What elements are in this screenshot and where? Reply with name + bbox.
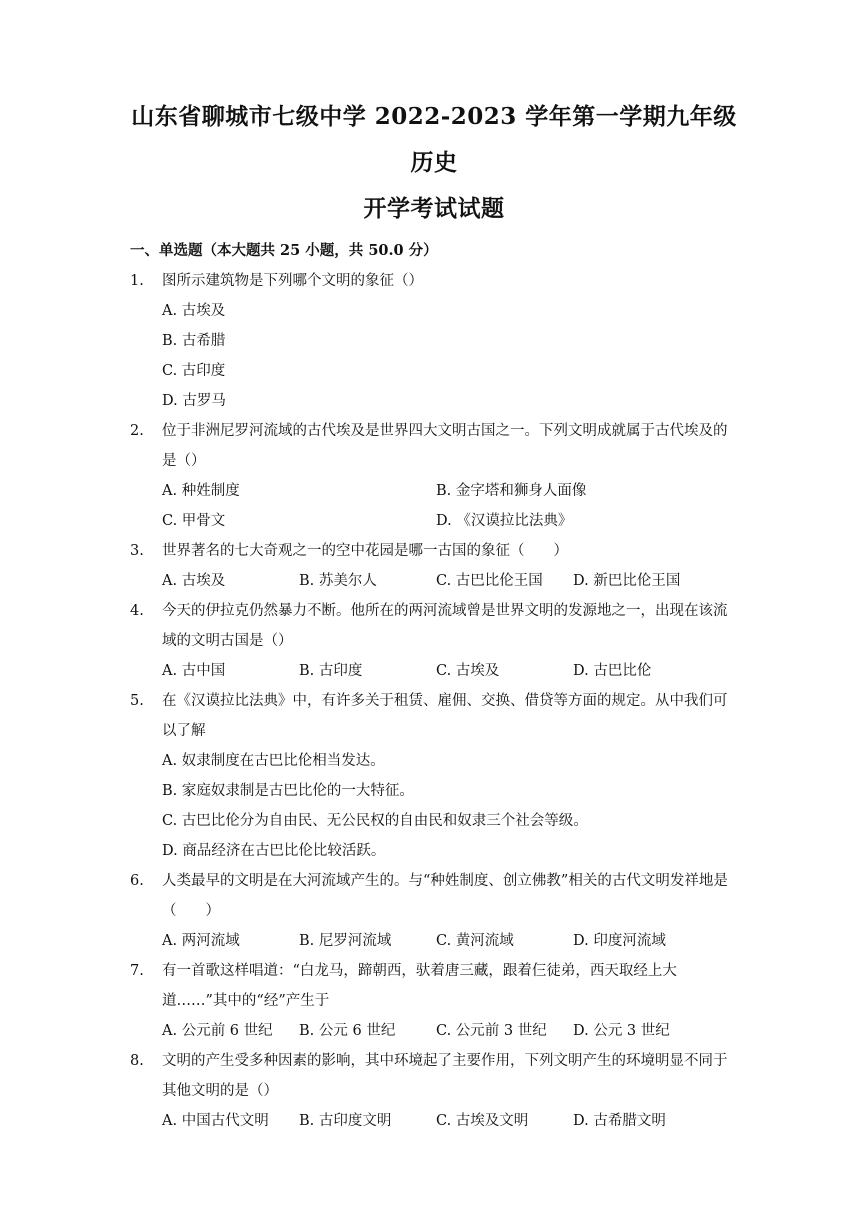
question-item [130,686,738,866]
answer-option: D. 商品经济在古巴比伦比较活跃。 [162,843,386,859]
question-item [130,536,738,596]
answer-option: D. 《汉谟拉比法典》 [436,513,573,529]
answer-option: B. 苏美尔人 [299,573,377,589]
answer-option: C. 古印度 [162,363,226,379]
answer-option: D. 公元 3 世纪 [573,1023,670,1039]
question-number: 1. [130,273,144,289]
answer-option: A. 中国古代文明 [162,1113,269,1129]
question-item [130,1046,738,1136]
answer-options [162,1016,738,1046]
question-item [130,416,738,536]
answer-option: A. 古埃及 [162,573,226,589]
answer-option: B. 公元 6 世纪 [299,1023,396,1039]
question-stem [130,686,738,746]
answer-option: A. 古埃及 [162,303,226,319]
answer-option: C. 甲骨文 [162,513,226,529]
exam-title-line2: 开学考试试题 [363,195,505,222]
answer-option: D. 新巴比伦王国 [573,573,681,589]
question-text: 有一首歌这样唱道：“白龙马，蹄朝西，驮着唐三藏，跟着仨徒弟，西天取经上大道……”其中的“经”产生于 [162,963,677,1009]
answer-option: C. 古埃及 [436,663,500,679]
question-item [130,266,738,416]
answer-option: A. 种姓制度 [162,483,240,499]
question-stem [130,1046,738,1106]
answer-options [162,926,738,956]
answer-option: A. 两河流域 [162,933,240,949]
answer-option: B. 古印度 [299,663,363,679]
answer-option: C. 古巴比伦王国 [436,573,543,589]
question-text: 图所示建筑物是下列哪个文明的象征（） [162,273,423,289]
question-number: 4. [130,603,144,619]
answer-option: C. 黄河流域 [436,933,514,949]
question-stem [130,266,738,296]
question-number: 6. [130,873,144,889]
question-item [130,956,738,1046]
exam-title-line1: 山东省聊城市七级中学 2022-2023 学年第一学期九年级历史 [131,103,737,176]
question-text: 文明的产生受多种因素的影响，其中环境起了主要作用，下列文明产生的环境明显不同于其他文明的是（） [162,1053,728,1099]
answer-options [162,296,738,416]
question-item [130,866,738,956]
question-number: 7. [130,963,144,979]
question-text: 人类最早的文明是在大河流域产生的。与“种姓制度、创立佛教”相关的古代文明发祥地是（ ） [162,873,728,919]
question-stem [130,956,738,1016]
question-number: 8. [130,1053,144,1069]
question-list [130,266,738,1136]
question-text: 今天的伊拉克仍然暴力不断。他所在的两河流域曾是世界文明的发源地之一，出现在该流域的文明古国是（） [162,603,728,649]
answer-option: A. 古中国 [162,663,226,679]
answer-option: C. 公元前 3 世纪 [436,1023,547,1039]
answer-option: C. 古埃及文明 [436,1113,529,1129]
answer-option: D. 印度河流域 [573,933,666,949]
answer-option: A. 奴隶制度在古巴比伦相当发达。 [162,753,385,769]
answer-option: B. 尼罗河流域 [299,933,392,949]
question-number: 3. [130,543,144,559]
answer-option: B. 古印度文明 [299,1113,392,1129]
answer-options [162,656,738,686]
question-text: 在《汉谟拉比法典》中，有许多关于租赁、雇佣、交换、借贷等方面的规定。从中我们可以了解 [162,693,728,739]
question-text: 世界著名的七大奇观之一的空中花园是哪一古国的象征（ ） [162,543,568,559]
answer-options [162,566,738,596]
answer-option: D. 古希腊文明 [573,1113,666,1129]
question-item [130,596,738,686]
answer-option: B. 家庭奴隶制是古巴比伦的一大特征。 [162,783,414,799]
question-stem [130,866,738,926]
answer-option: B. 金字塔和狮身人面像 [436,483,587,499]
section-heading: 一、单选题（本大题共 25 小题，共 50.0 分） [130,242,438,259]
question-text: 位于非洲尼罗河流域的古代埃及是世界四大文明古国之一。下列文明成就属于古代埃及的是（） [162,423,728,469]
answer-options [162,1106,738,1136]
answer-option: B. 古希腊 [162,333,226,349]
question-stem [130,596,738,656]
answer-options [162,476,738,536]
answer-option: C. 古巴比伦分为自由民、无公民权的自由民和奴隶三个社会等级。 [162,813,588,829]
answer-option: D. 古巴比伦 [573,663,652,679]
answer-options [162,746,738,866]
question-stem [130,416,738,476]
question-number: 5. [130,693,144,709]
question-stem [130,536,738,566]
answer-option: A. 公元前 6 世纪 [162,1023,273,1039]
answer-option: D. 古罗马 [162,393,226,409]
question-number: 2. [130,423,144,439]
